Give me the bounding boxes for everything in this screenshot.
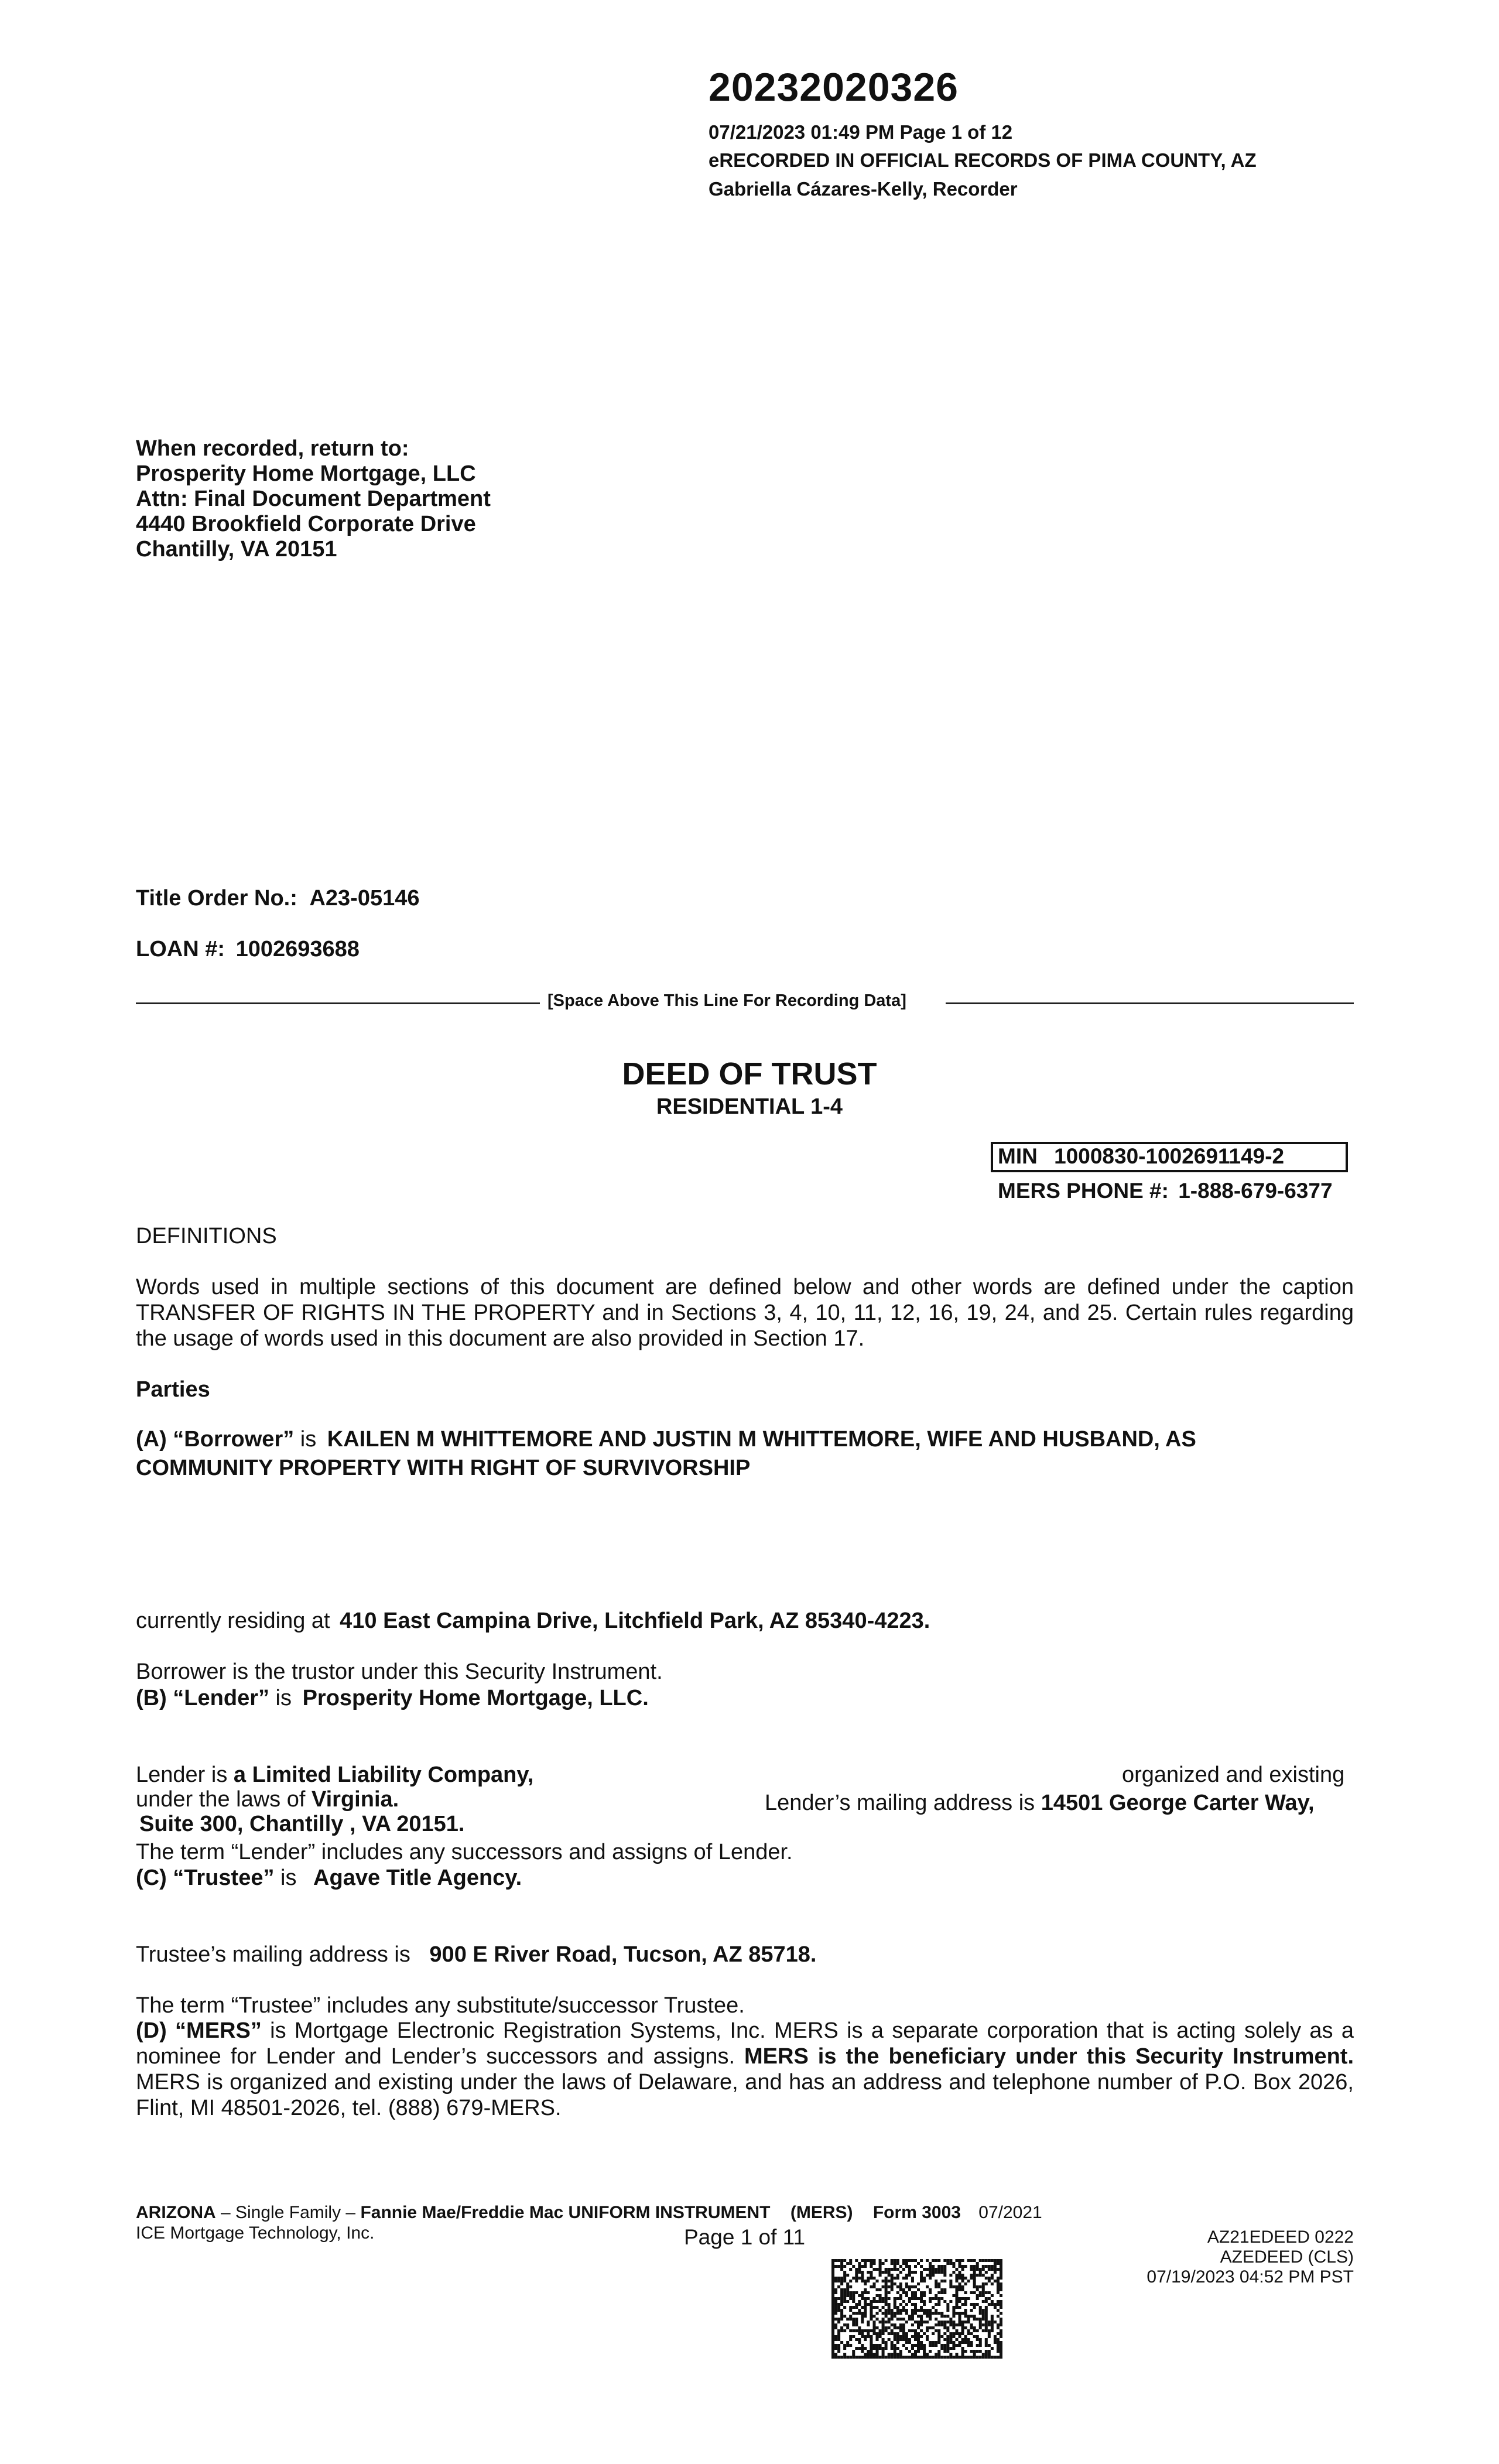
mers-phone bbox=[998, 1179, 1333, 1203]
title-order bbox=[136, 886, 420, 911]
trustee-includes-text: The term “Trustee” includes any substitute/successor Trustee. bbox=[136, 1993, 745, 2018]
lender-organized-text: organized and existing bbox=[1122, 1763, 1345, 1787]
trustee-name: Agave Title Agency. bbox=[313, 1866, 522, 1890]
borrower-term: (A) “Borrower” bbox=[136, 1427, 295, 1452]
footer-vendor: ICE Mortgage Technology, Inc. bbox=[136, 2223, 375, 2243]
lender-term: (B) “Lender” bbox=[136, 1686, 269, 1710]
recorder-name: Gabriella Cázares-Kelly, Recorder bbox=[709, 178, 1018, 200]
footer-form-desc-1: – Single Family – bbox=[215, 2203, 361, 2222]
lender-mailing-line-2: Suite 300, Chantilly , VA 20151. bbox=[139, 1812, 465, 1836]
footer-state: ARIZONA bbox=[136, 2203, 216, 2222]
loan-label: LOAN #: bbox=[136, 937, 225, 961]
lender-entity-type: a Limited Liability Company, bbox=[233, 1763, 534, 1787]
mers-term: (D) “MERS” bbox=[136, 2018, 262, 2043]
trustee-mailing-label: Trustee’s mailing address is bbox=[136, 1942, 417, 1967]
footer-form-date: 07/2021 bbox=[978, 2203, 1042, 2222]
footer-form-number: Form 3003 bbox=[872, 2203, 961, 2222]
footer-form-desc-2: Fannie Mae/Freddie Mac UNIFORM INSTRUMENT bbox=[360, 2203, 771, 2222]
definitions-intro-line-3: the usage of words used in this document are also provided in Section 17. bbox=[136, 1326, 865, 1351]
barcode-icon bbox=[831, 2259, 1002, 2359]
parties-heading: Parties bbox=[136, 1377, 210, 1402]
lender-includes-text: The term “Lender” includes any successors and assigns of Lender. bbox=[136, 1840, 793, 1864]
borrower-address: 410 East Campina Drive, Litchfield Park, AZ 85340-4223. bbox=[340, 1609, 930, 1633]
recording-space-label: [Space Above This Line For Recording Data] bbox=[547, 991, 906, 1010]
trustee-mailing bbox=[136, 1941, 816, 1968]
lender-entity bbox=[136, 1761, 533, 1788]
borrower-definition bbox=[136, 1426, 1196, 1453]
mers-beneficiary-text: MERS is the beneficiary under this Security Instrument. bbox=[744, 2044, 1354, 2069]
borrower-name-line-2: COMMUNITY PROPERTY WITH RIGHT OF SURVIVORSHIP bbox=[136, 1456, 751, 1480]
recording-rule-left bbox=[136, 1002, 540, 1004]
lender-name: Prosperity Home Mortgage, LLC. bbox=[302, 1686, 649, 1710]
return-to-city: Chantilly, VA 20151 bbox=[136, 537, 337, 562]
lender-mailing-label: Lender’s mailing address is bbox=[765, 1791, 1041, 1815]
title-order-value: A23-05146 bbox=[309, 886, 420, 911]
borrower-trustor-text: Borrower is the trustor under this Security Instrument. bbox=[136, 1659, 663, 1684]
mers-line-2-text: nominee for Lender and Lender’s successors and assigns. bbox=[136, 2044, 745, 2069]
loan-number bbox=[136, 937, 360, 962]
lender-is-a: Lender is bbox=[136, 1763, 234, 1787]
trustee-is: is bbox=[274, 1866, 303, 1890]
mers-phone-label: MERS PHONE #: bbox=[998, 1179, 1169, 1203]
footer-form-description bbox=[136, 2203, 1042, 2223]
mers-line-1 bbox=[136, 2018, 1354, 2044]
lender-mailing-line-1: 14501 George Carter Way, bbox=[1041, 1791, 1315, 1815]
min-value: 1000830-1002691149-2 bbox=[1054, 1144, 1285, 1168]
mers-line-4: Flint, MI 48501-2026, tel. (888) 679-MERS. bbox=[136, 2096, 562, 2120]
return-to-street: 4440 Brookfield Corporate Drive bbox=[136, 512, 476, 536]
document-subtitle: RESIDENTIAL 1-4 bbox=[656, 1094, 843, 1119]
borrower-name-line-1: KAILEN M WHITTEMORE AND JUSTIN M WHITTEMORE, WIFE AND HUSBAND, AS bbox=[327, 1427, 1196, 1452]
footer-code-2: AZEDEED (CLS) bbox=[1220, 2247, 1354, 2267]
borrower-is: is bbox=[294, 1427, 323, 1452]
loan-value: 1002693688 bbox=[235, 937, 360, 961]
mers-phone-value: 1-888-679-6377 bbox=[1178, 1179, 1333, 1203]
lender-under-laws-label: under the laws of bbox=[136, 1787, 312, 1812]
trustee-mailing-address: 900 E River Road, Tucson, AZ 85718. bbox=[429, 1942, 817, 1967]
lender-definition bbox=[136, 1685, 649, 1712]
mers-line-1-text: is Mortgage Electronic Registration Systems, Inc. MERS is a separate corporation that is acting solely as a bbox=[261, 2018, 1354, 2043]
lender-under-laws bbox=[136, 1786, 399, 1813]
return-to-label: When recorded, return to: bbox=[136, 436, 409, 461]
borrower-residing-label: currently residing at bbox=[136, 1609, 337, 1633]
title-order-label: Title Order No.: bbox=[136, 886, 297, 911]
definitions-intro-line-2: TRANSFER OF RIGHTS IN THE PROPERTY and in Sections 3, 4, 10, 11, 12, 16, 19, 24, and 25. Certain rules regarding bbox=[136, 1301, 1354, 1325]
trustee-term: (C) “Trustee” bbox=[136, 1866, 275, 1890]
definitions-intro-line-1: Words used in multiple sections of this document are defined below and other words are defined under the caption bbox=[136, 1275, 1354, 1299]
footer-code-1: AZ21EDEED 0222 bbox=[1207, 2227, 1354, 2247]
lender-mailing bbox=[765, 1789, 1315, 1816]
recording-number: 20232020326 bbox=[709, 65, 959, 109]
lender-is: is bbox=[269, 1686, 298, 1710]
min-number bbox=[998, 1144, 1284, 1169]
mers-line-3: MERS is organized and existing under the laws of Delaware, and has an address and telephone number of P.O. Box 2026, bbox=[136, 2070, 1354, 2095]
recording-rule-right bbox=[946, 1002, 1354, 1004]
recording-datetime-page: 07/21/2023 01:49 PM Page 1 of 12 bbox=[709, 121, 1013, 143]
borrower-residence bbox=[136, 1607, 930, 1634]
footer-mers-tag: (MERS) bbox=[790, 2203, 853, 2222]
return-to-company: Prosperity Home Mortgage, LLC bbox=[136, 461, 476, 486]
lender-state: Virginia. bbox=[311, 1787, 399, 1812]
document-title: DEED OF TRUST bbox=[622, 1056, 877, 1091]
definitions-heading: DEFINITIONS bbox=[136, 1224, 277, 1248]
recording-office: eRECORDED IN OFFICIAL RECORDS OF PIMA COUNTY, AZ bbox=[709, 149, 1257, 171]
min-label: MIN bbox=[998, 1144, 1038, 1168]
mers-line-2 bbox=[136, 2044, 1354, 2070]
footer-code-3: 07/19/2023 04:52 PM PST bbox=[1147, 2267, 1354, 2287]
trustee-definition bbox=[136, 1864, 522, 1891]
return-to-attn: Attn: Final Document Department bbox=[136, 487, 491, 511]
footer-page-number: Page 1 of 11 bbox=[684, 2225, 806, 2249]
